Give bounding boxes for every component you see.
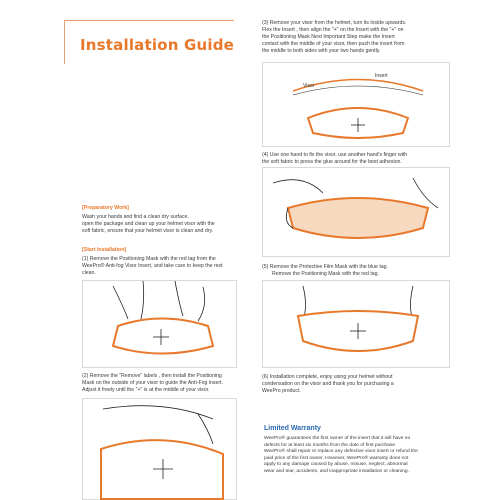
warranty-line: defects for at least six months from the date of first purchase. — [264, 442, 397, 448]
step5-section — [262, 264, 462, 278]
warranty-line: WeePro® shall repair or replace any defective visor insert or refund the — [264, 449, 418, 455]
step1-line: (1) Remove the Positioning Mask with the red tag from the — [82, 256, 216, 262]
step1-line: clean. — [82, 270, 96, 276]
step1-line: WeePro® Anti-fog Visor Insert, and take care to keep the rest — [82, 263, 223, 269]
warranty-body — [264, 436, 464, 476]
step3-illustration — [262, 62, 450, 147]
step2-illustration — [82, 398, 237, 500]
warranty-line: WeePro® guarantees the first owner of the insert that it will have no — [264, 436, 411, 441]
step3-line: the Positioning Mask Next Important Step make the Insert — [262, 34, 395, 40]
insert-label: Insert — [375, 73, 388, 79]
step4-illustration — [262, 167, 450, 257]
step6-line: condensation on the visor and thank you for purchasing a — [262, 381, 394, 387]
visor-positioning-figure — [83, 399, 238, 500]
page-title: Installation Guide — [80, 36, 235, 54]
step4-line: (4) Use one hand to fix the visor, use another hand's finger with — [262, 152, 408, 158]
prep-line: open the package and clean up your helmet visor with the — [82, 221, 215, 227]
step4-section — [262, 152, 462, 166]
insert-alignment-figure — [263, 63, 451, 148]
step6-line: (6) Installation complete, enjoy using your helmet without — [262, 374, 393, 380]
start-section — [82, 247, 257, 277]
step5-illustration — [262, 280, 450, 368]
step1-illustration — [82, 280, 237, 368]
prep-line: Wash your hands and find a clean dry surface. — [82, 214, 189, 220]
step2-line: (2) Remove the "Remove" labels , then install the Positioning — [82, 373, 222, 379]
press-glue-figure — [263, 168, 451, 258]
step6-section — [262, 374, 462, 395]
step2-line: Mask on the outside of your visor to guide the Anti-Fog insert. — [82, 380, 224, 386]
step3-line: (3) Remove your visor from the helmet, turn its inside upwards. — [262, 20, 407, 26]
warranty-line: paid price of the first owner. However, WeePro® warranty does not — [264, 455, 409, 461]
prep-heading: [Preparatory Work] — [82, 205, 129, 211]
step5-line: (5) Remove the Protective Film Mask with the blue tag. — [262, 264, 388, 270]
warranty-line: apply to any damage caused by abuse, misuse, neglect, abnormal — [264, 462, 408, 468]
step4-line: the soft fabric to press the glue around for the best adhesion. — [262, 159, 402, 165]
step2-section — [82, 373, 257, 394]
visor-insert-figure — [83, 281, 238, 369]
step2-line: Adjust it freely until the "+" is at the middle of your visor. — [82, 387, 210, 393]
step3-line: contact with the middle of your visor, then push the insert from — [262, 41, 405, 47]
step5-line: Remove the Positioning Mask with the red tag. — [272, 271, 379, 277]
remove-film-figure — [263, 281, 451, 369]
step3-section — [262, 20, 462, 55]
warranty-line: wear and tear, accidents, and inappropriate installation or cleaning. — [264, 468, 409, 474]
step3-line: the middle to both sides with your two hands gently. — [262, 48, 381, 54]
start-heading: [Start Installation] — [82, 247, 127, 253]
prep-section — [82, 205, 252, 235]
prep-line: soft fabric, ensure that your helmet visor is clean and dry. — [82, 228, 214, 234]
step3-line: Flex the Insert , then align the "+" on the Insert with the "+" on — [262, 27, 404, 33]
step6-line: WeePro product. — [262, 388, 301, 394]
warranty-title: Limited Warranty — [264, 425, 321, 432]
visor-label: Visor — [303, 83, 315, 89]
